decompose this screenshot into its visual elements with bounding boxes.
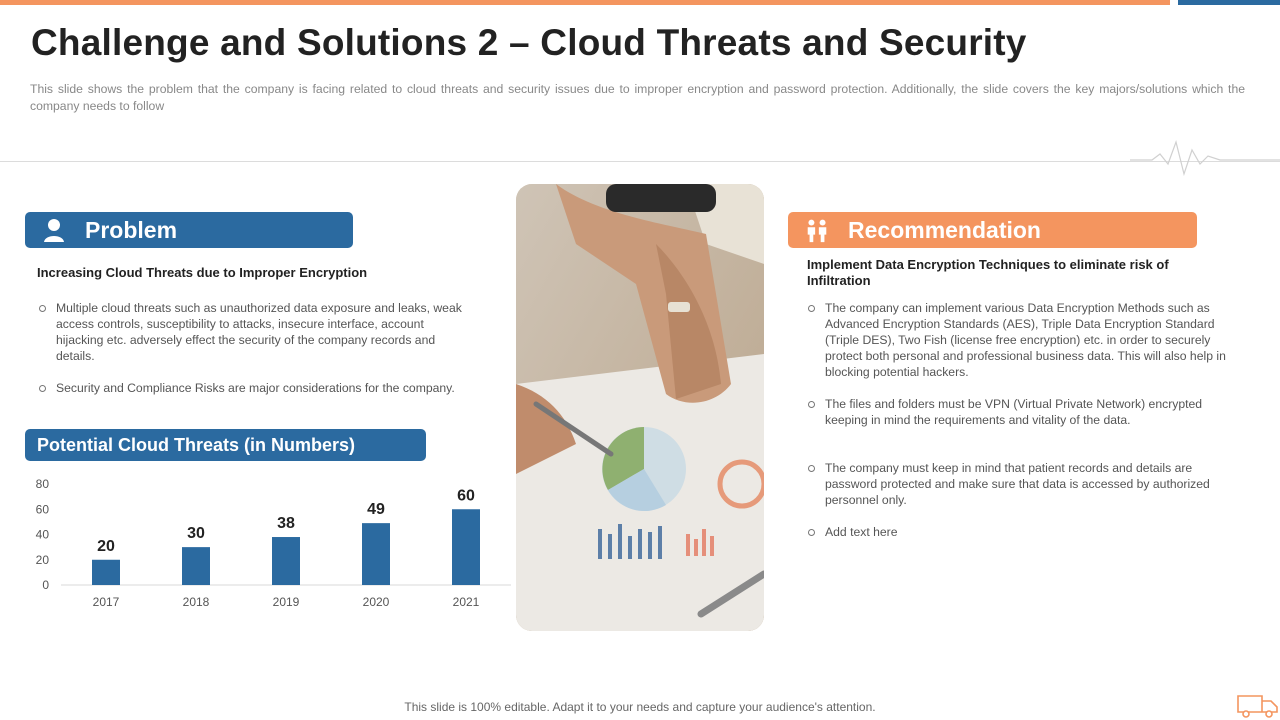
x-tick-label: 2017 [92, 595, 120, 609]
bar [182, 547, 210, 585]
x-tick-label: 2021 [452, 595, 480, 609]
user-icon [41, 217, 67, 243]
y-tick-label: 20 [35, 552, 49, 567]
threats-banner: Potential Cloud Threats (in Numbers) [25, 429, 426, 461]
recommendation-heading: Implement Data Encryption Techniques to eliminate risk of Infiltration [807, 257, 1169, 288]
slide-title: Challenge and Solutions 2 – Cloud Threats and Security [31, 22, 1027, 63]
data-label: 30 [187, 525, 205, 543]
data-label: 60 [457, 487, 475, 505]
delivery-truck-icon [1234, 688, 1280, 720]
recommendation-bullet: The company must keep in mind that patient records and details are password protected and make sure that data is accessed by authorized personnel only. [806, 460, 1246, 508]
problem-bullet: Security and Compliance Risks are major considerations for the company. [37, 380, 467, 396]
problem-heading: Increasing Cloud Threats due to Improper Encryption [37, 265, 368, 280]
recommendation-bullet: Add text here [806, 524, 1246, 540]
top-accent-bar-orange [0, 0, 1170, 5]
slide-subtitle: This slide shows the problem that the company is facing related to cloud threats and security issues due to improper encryption and password protection. Additionally, the slide covers the key majors/solutions which the company needs to follow [30, 82, 1245, 113]
photo-hands-with-charts [516, 184, 764, 631]
y-tick-label: 60 [35, 502, 49, 517]
footer-note: This slide is 100% editable. Adapt it to your needs and capture your audience's attention. [404, 700, 876, 714]
y-tick-label: 0 [42, 578, 49, 592]
threats-bar-chart [25, 470, 515, 620]
problem-bullet-list [37, 300, 467, 396]
header-divider [0, 161, 1280, 162]
problem-banner [25, 212, 353, 248]
data-label: 49 [367, 501, 385, 519]
problem-bullet: Multiple cloud threats such as unauthorized data exposure and leaks, weak access controls, susceptibility to attacks, insecure interface, account hijacking etc. adversely effect the security of the company records and details. [37, 300, 467, 364]
recommendation-bullet-list [806, 300, 1246, 540]
y-tick-label: 40 [35, 527, 49, 542]
recommendation-banner [788, 212, 1197, 248]
bar [452, 509, 480, 585]
data-label: 20 [97, 537, 115, 555]
top-accent-bar-blue [1178, 0, 1280, 5]
recommendation-bullet: The company can implement various Data Encryption Methods such as Advanced Encryption Standards (AES), Triple Data Encryption Standard (Triple DES), Two Fish (license free encryption) etc. in order to securely protect both personal and professional business data. This will also help in blocking potential hackers. [806, 300, 1246, 380]
people-icon [804, 217, 830, 243]
problem-label: Problem [85, 216, 178, 243]
recommendation-label: Recommendation [848, 216, 1041, 243]
x-tick-label: 2019 [272, 595, 300, 609]
x-tick-label: 2020 [362, 595, 390, 609]
recommendation-bullet: The files and folders must be VPN (Virtual Private Network) encrypted keeping in mind the requirements and vitality of the data. [806, 396, 1246, 428]
data-label: 38 [277, 515, 295, 533]
bar [92, 560, 120, 585]
x-tick-label: 2018 [182, 595, 210, 609]
y-tick-label: 80 [35, 477, 49, 491]
heartbeat-line-icon [1130, 134, 1280, 178]
bar [272, 537, 300, 585]
bar [362, 523, 390, 585]
